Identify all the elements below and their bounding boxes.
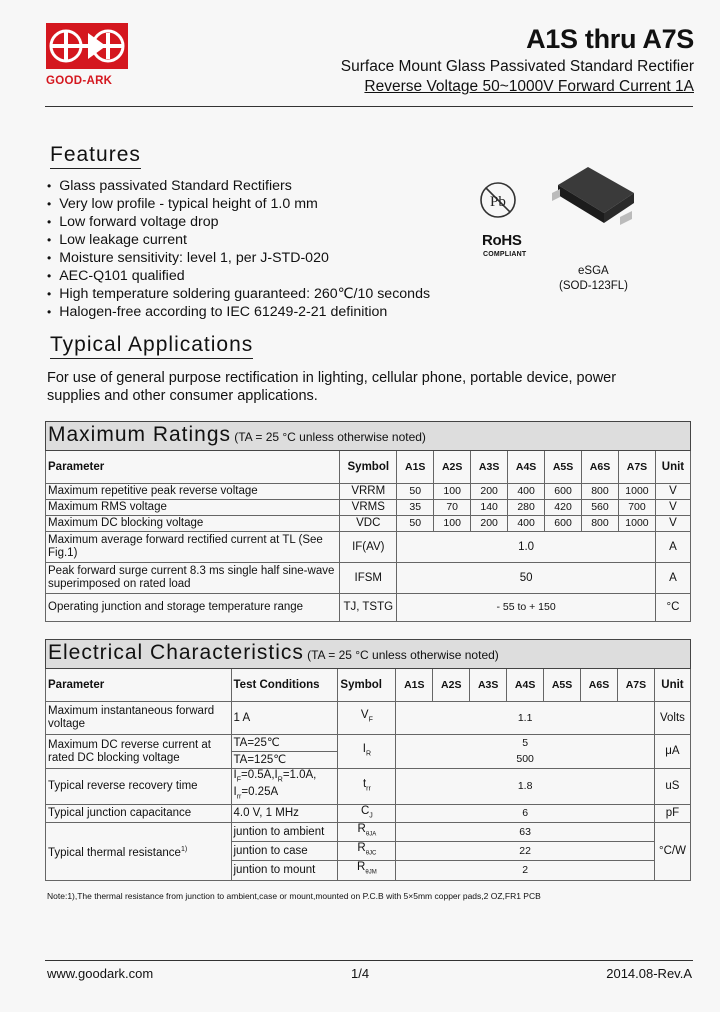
table-row <box>46 594 691 622</box>
condition-cell: 1 A <box>231 702 338 735</box>
electrical-title: Electrical Characteristics <box>48 640 304 664</box>
value-cell: 5 <box>396 735 655 752</box>
features-list <box>47 177 430 321</box>
feature-item: • AEC-Q101 qualified <box>47 267 430 285</box>
param-cell: Maximum DC blocking voltage <box>46 516 340 532</box>
symbol-cell: $R_{\theta JA}$ <box>338 822 396 841</box>
col-header: A2S <box>433 669 470 702</box>
value-cell: 1.0 <box>397 532 656 563</box>
max-ratings-table <box>45 421 691 622</box>
value-cell: 50 <box>397 516 434 532</box>
feature-item: • Moisture sensitivity: level 1, per J-STD-020 <box>47 249 430 267</box>
table-row <box>46 769 691 805</box>
table-row <box>46 532 691 563</box>
pb-free-icon <box>478 180 518 220</box>
company-logo <box>46 23 134 87</box>
unit-cell: A <box>655 563 690 594</box>
value-cell: 200 <box>471 516 508 532</box>
condition-cell: TA=25℃ <box>231 735 338 752</box>
value-cell: 1.1 <box>396 702 655 735</box>
value-cell: 1000 <box>618 484 655 500</box>
col-header: A4S <box>508 451 545 484</box>
table-row <box>46 702 691 735</box>
value-cell: 600 <box>545 516 582 532</box>
value-cell: 1.8 <box>396 769 655 805</box>
col-header: Symbol <box>338 669 396 702</box>
param-cell: Maximum repetitive peak reverse voltage <box>46 484 340 500</box>
feature-item: • Glass passivated Standard Rectifiers <box>47 177 430 195</box>
col-header: Test Conditions <box>231 669 338 702</box>
value-cell: 200 <box>471 484 508 500</box>
table-row <box>46 516 691 532</box>
rating-line: Reverse Voltage 50~1000V Forward Current 1A <box>364 78 694 95</box>
footer-divider <box>45 960 693 961</box>
symbol-cell: $V_F$ <box>338 702 396 735</box>
value-cell: 2 <box>396 861 655 880</box>
footer-url[interactable]: www.goodark.com <box>47 966 154 981</box>
unit-cell: A <box>655 532 690 563</box>
value-cell: 400 <box>508 484 545 500</box>
good-ark-logo-icon <box>46 23 128 69</box>
symbol-cell: VRMS <box>340 500 397 516</box>
col-header: A6S <box>582 451 619 484</box>
logo-text: GOOD-ARK <box>46 75 113 87</box>
value-cell: 100 <box>434 484 471 500</box>
unit-cell: V <box>655 500 690 516</box>
table-row <box>46 804 691 822</box>
condition-cell: $I_F=0.5A,I_R=1.0A$, $I_{rr}=0.25A$ <box>231 769 338 805</box>
table-row <box>46 735 691 752</box>
param-cell: Operating junction and storage temperature range <box>46 594 340 622</box>
value-cell: 35 <box>397 500 434 516</box>
revision: 2014.08-Rev.A <box>606 966 692 981</box>
value-cell: 140 <box>471 500 508 516</box>
value-cell: 700 <box>618 500 655 516</box>
feature-item: • Low leakage current <box>47 231 430 249</box>
col-header: A3S <box>470 669 507 702</box>
svg-text:Pb: Pb <box>490 194 506 210</box>
part-subtitle: Surface Mount Glass Passivated Standard Rectifier <box>340 58 694 75</box>
param-cell: Maximum instantaneous forward voltage <box>46 702 232 735</box>
symbol-cell: VDC <box>340 516 397 532</box>
param-cell: Peak forward surge current 8.3 ms single half sine-wave superimposed on rated load <box>46 563 340 594</box>
condition-cell: juntion to ambient <box>231 822 338 841</box>
condition-cell: juntion to mount <box>231 861 338 880</box>
symbol-cell: IFSM <box>340 563 397 594</box>
col-header: A1S <box>397 451 434 484</box>
unit-cell: V <box>655 484 690 500</box>
param-cell: Typical thermal resistance$^{1)}$ <box>46 822 232 880</box>
table-row <box>46 822 691 841</box>
features-title: Features <box>50 143 141 169</box>
col-header: A3S <box>471 451 508 484</box>
symbol-cell: $t_{rr}$ <box>338 769 396 805</box>
unit-cell: pF <box>654 804 690 822</box>
value-cell: - 55 to + 150 <box>397 594 656 622</box>
col-header: A4S <box>507 669 544 702</box>
param-cell: Maximum DC reverse current at rated DC blocking voltage <box>46 735 232 769</box>
electrical-header <box>46 640 691 669</box>
value-cell: 600 <box>545 484 582 500</box>
col-header: A5S <box>544 669 581 702</box>
col-header: Unit <box>655 451 690 484</box>
package-code: (SOD-123FL) <box>559 280 629 292</box>
symbol-cell: $R_{\theta JM}$ <box>338 861 396 880</box>
value-cell: 6 <box>396 804 655 822</box>
col-header: A2S <box>434 451 471 484</box>
param-cell: Typical reverse recovery time <box>46 769 232 805</box>
col-header: Symbol <box>340 451 397 484</box>
package-image <box>548 163 638 235</box>
max-ratings-header <box>46 422 691 451</box>
value-cell: 50 <box>397 563 656 594</box>
condition-cell: juntion to case <box>231 842 338 861</box>
col-header: Unit <box>654 669 690 702</box>
unit-cell: V <box>655 516 690 532</box>
col-header: Parameter <box>46 669 232 702</box>
applications-text: For use of general purpose rectification in lighting, cellular phone, portable device, power supplies and other consumer applications. <box>47 370 617 404</box>
value-cell: 800 <box>582 516 619 532</box>
value-cell: 560 <box>582 500 619 516</box>
rohs-label: RoHS <box>482 232 522 249</box>
value-cell: 800 <box>582 484 619 500</box>
feature-item: • High temperature soldering guaranteed: 260℃/10 seconds <box>47 285 430 303</box>
value-cell: 500 <box>396 752 655 769</box>
table-row <box>46 500 691 516</box>
param-cell: Maximum RMS voltage <box>46 500 340 516</box>
unit-cell: °C <box>655 594 690 622</box>
electrical-table <box>45 639 691 881</box>
value-cell: 70 <box>434 500 471 516</box>
unit-cell: μA <box>654 735 690 769</box>
col-header: A7S <box>618 451 655 484</box>
symbol-cell: VRRM <box>340 484 397 500</box>
max-ratings-note: (TA = 25 °C unless otherwise noted) <box>234 429 426 444</box>
value-cell: 50 <box>397 484 434 500</box>
value-cell: 1000 <box>618 516 655 532</box>
col-header: A6S <box>581 669 618 702</box>
value-cell: 280 <box>508 500 545 516</box>
col-header: A5S <box>545 451 582 484</box>
electrical-note: (TA = 25 °C unless otherwise noted) <box>307 647 499 662</box>
symbol-cell: IF(AV) <box>340 532 397 563</box>
feature-item: • Low forward voltage drop <box>47 213 430 231</box>
part-title: A1S thru A7S <box>526 24 694 54</box>
package-name: eSGA <box>578 265 609 277</box>
table-row <box>46 563 691 594</box>
value-cell: 420 <box>545 500 582 516</box>
value-cell: 400 <box>508 516 545 532</box>
condition-cell: TA=125℃ <box>231 752 338 769</box>
col-header: A7S <box>617 669 654 702</box>
page-number: 1/4 <box>351 966 370 981</box>
applications-title: Typical Applications <box>50 333 253 359</box>
col-header: Parameter <box>46 451 340 484</box>
param-cell: Maximum average forward rectified current at TL (See Fig.1) <box>46 532 340 563</box>
footnote: Note:1),The thermal resistance from junction to ambient,case or mount,mounted on P.C.B with 5×5mm copper pads,2 OZ,FR1 PCB <box>47 891 541 901</box>
rohs-compliant-label: COMPLIANT <box>483 251 527 258</box>
max-ratings-title: Maximum Ratings <box>48 422 232 446</box>
symbol-cell: TJ, TSTG <box>340 594 397 622</box>
header-divider <box>45 106 693 107</box>
value-cell: 63 <box>396 822 655 841</box>
unit-cell: uS <box>654 769 690 805</box>
symbol-cell: $I_R$ <box>338 735 396 769</box>
symbol-cell: $C_J$ <box>338 804 396 822</box>
value-cell: 22 <box>396 842 655 861</box>
table-row <box>46 484 691 500</box>
feature-item: • Halogen-free according to IEC 61249-2-21 definition <box>47 303 430 321</box>
symbol-cell: $R_{\theta JC}$ <box>338 842 396 861</box>
param-cell: Typical junction capacitance <box>46 804 232 822</box>
unit-cell: Volts <box>654 702 690 735</box>
unit-cell: °C/W <box>654 822 690 880</box>
col-header: A1S <box>396 669 433 702</box>
condition-cell: 4.0 V, 1 MHz <box>231 804 338 822</box>
value-cell: 100 <box>434 516 471 532</box>
feature-item: • Very low profile - typical height of 1.0 mm <box>47 195 430 213</box>
